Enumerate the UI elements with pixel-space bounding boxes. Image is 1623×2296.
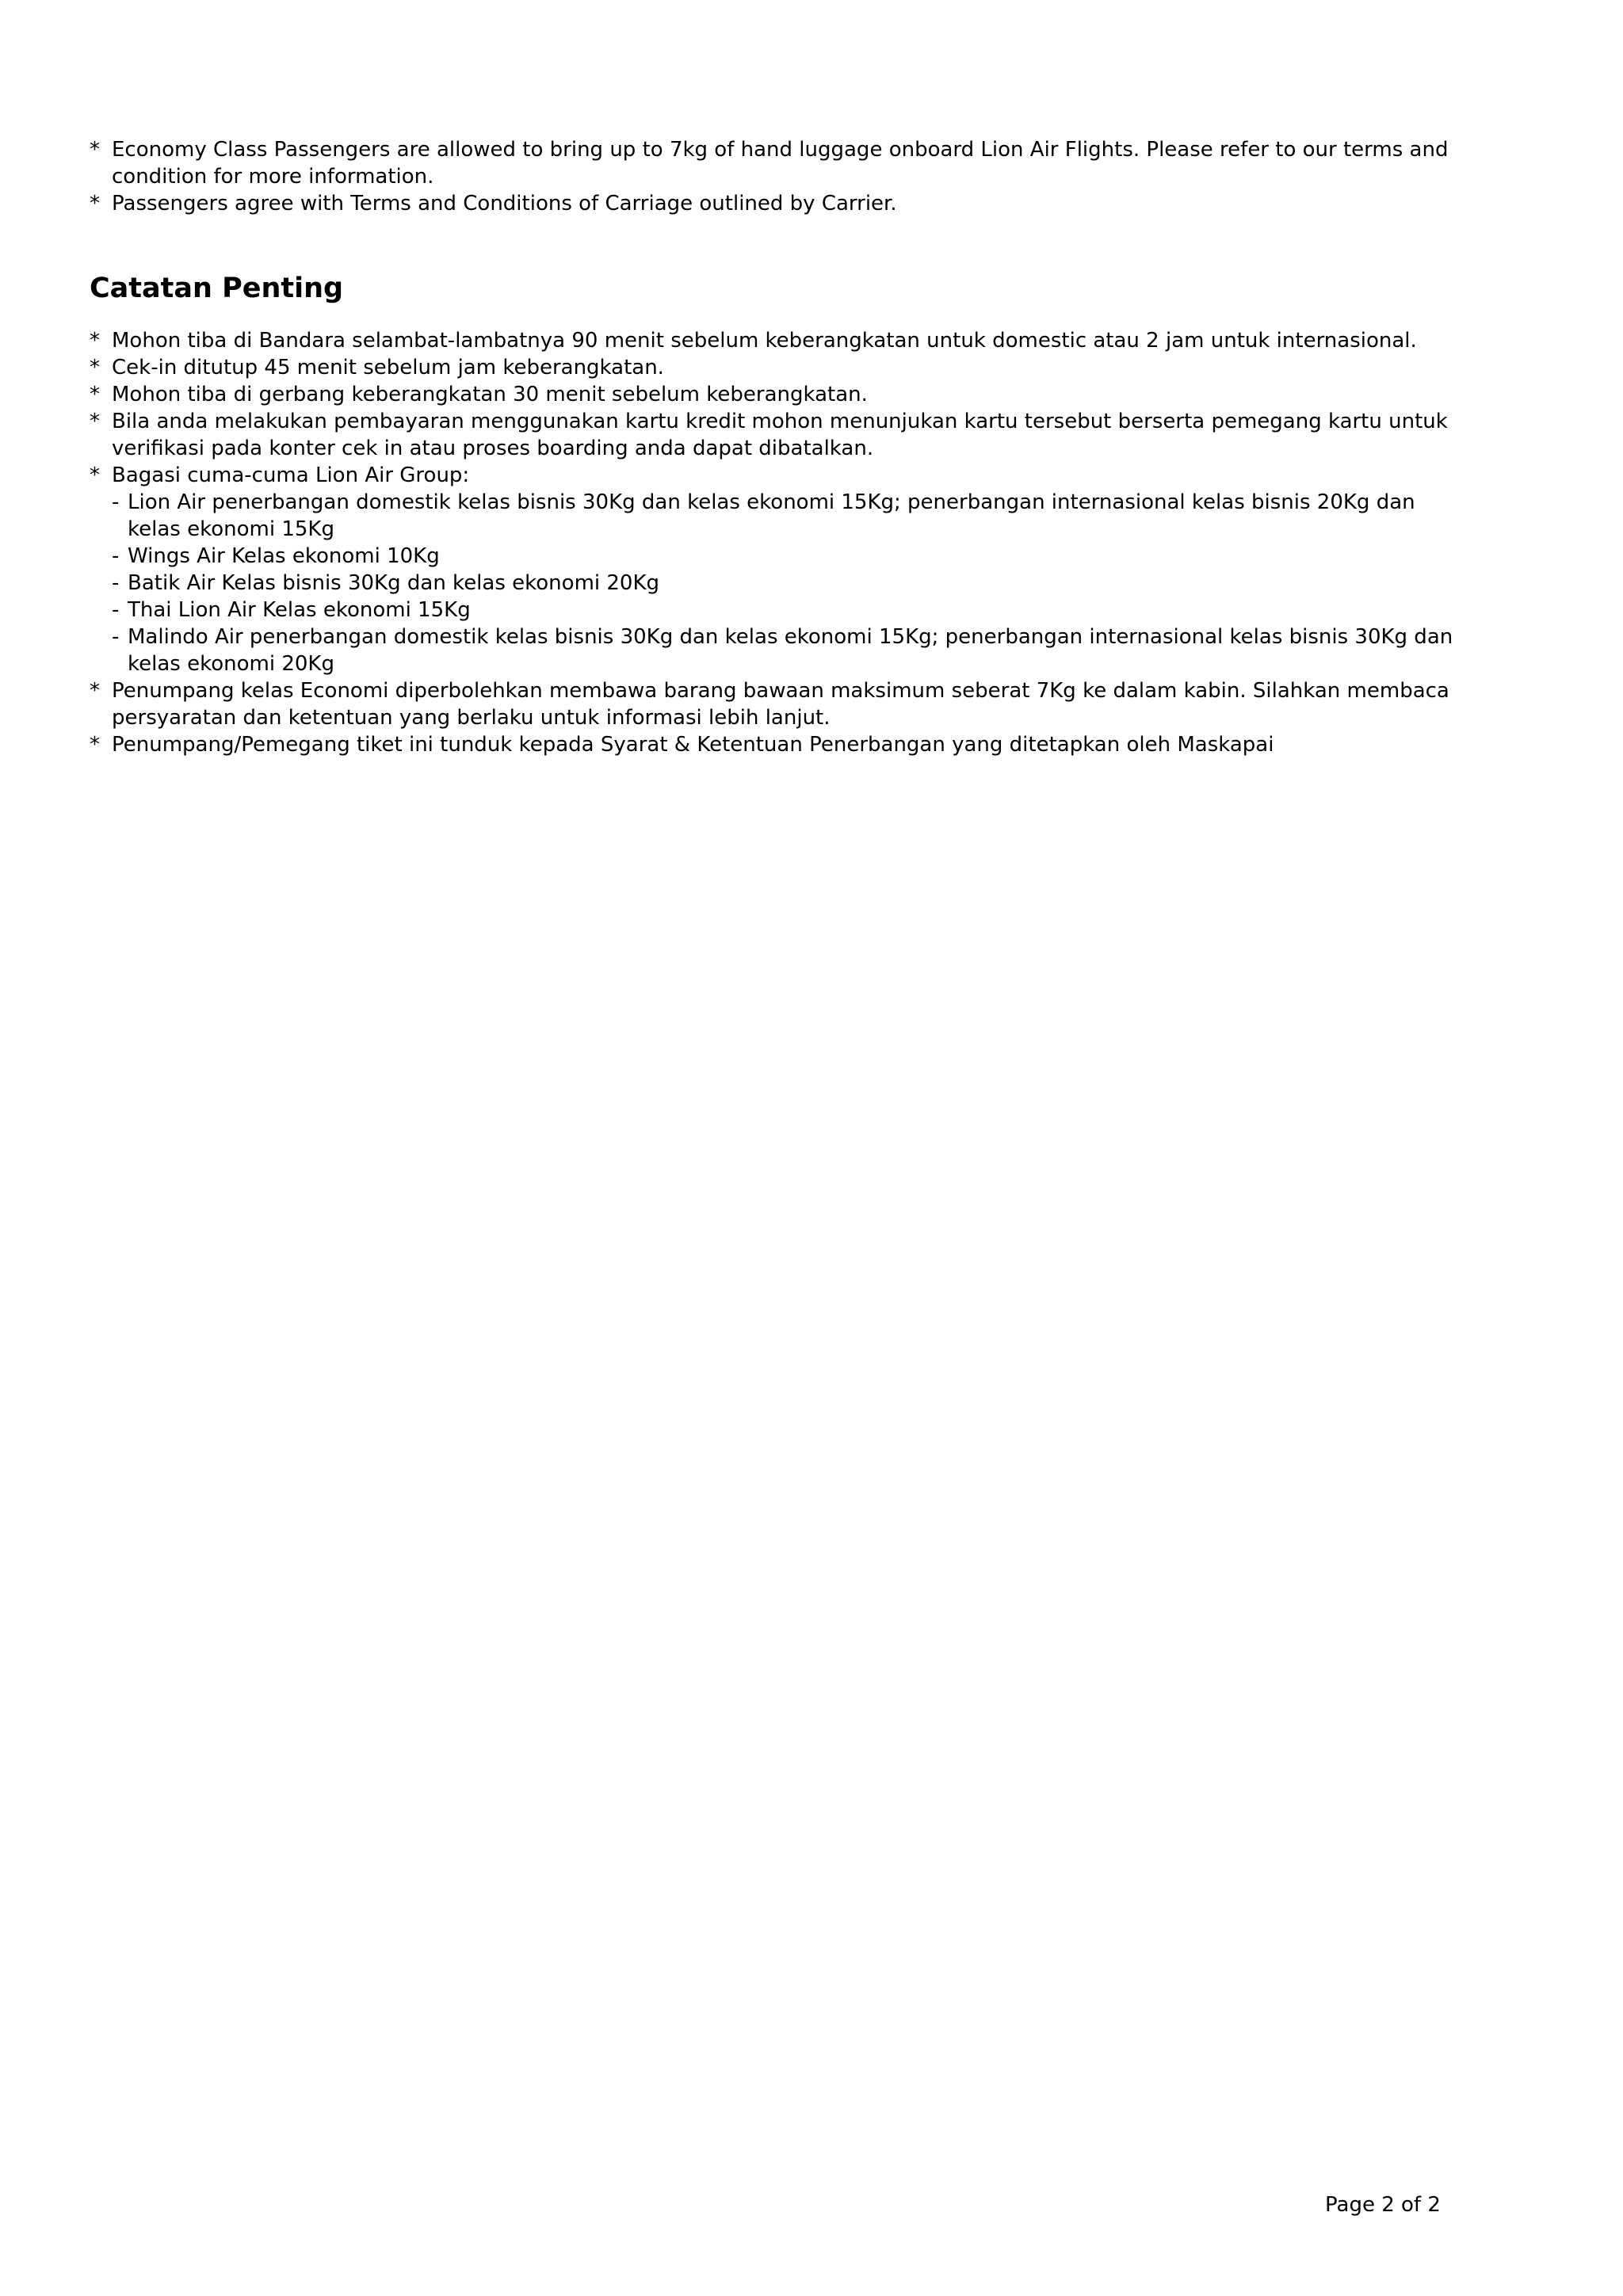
bullet-marker: * (90, 679, 100, 703)
top-notes (90, 136, 1564, 217)
baggage-item (90, 543, 1564, 570)
note-line-continued (90, 163, 1564, 190)
baggage-text: Malindo Air penerbangan domestik kelas bisnis 30Kg dan kelas ekonomi 15Kg; penerbangan internasional kelas bisnis 30Kg dan (128, 625, 1453, 649)
dash-marker: - (112, 598, 120, 622)
section-title: Catatan Penting (90, 273, 344, 304)
note-text: Mohon tiba di gerbang keberangkatan 30 menit sebelum keberangkatan. (112, 383, 868, 406)
note-line (90, 677, 1564, 704)
baggage-text-continued: kelas ekonomi 20Kg (128, 652, 334, 676)
dash-marker: - (112, 571, 120, 595)
note-line (90, 381, 1564, 408)
note-text: Economy Class Passengers are allowed to bring up to 7kg of hand luggage onboard Lion Air Flights. Please refer to our terms and (112, 138, 1449, 162)
note-line-continued (90, 704, 1564, 731)
baggage-text-continued: kelas ekonomi 15Kg (128, 517, 334, 541)
bullet-marker: * (90, 192, 100, 215)
important-notes (90, 327, 1564, 758)
baggage-item (90, 597, 1564, 624)
bullet-marker: * (90, 383, 100, 406)
note-text: Bila anda melakukan pembayaran menggunakan kartu kredit mohon menunjukan kartu tersebut berserta pemegang kartu untuk (112, 410, 1448, 433)
note-text: Penumpang/Pemegang tiket ini tunduk kepada Syarat & Ketentuan Penerbangan yang ditetapkan oleh Maskapai (112, 733, 1274, 757)
bullet-marker: * (90, 410, 100, 433)
note-text-continued: persyaratan dan ketentuan yang berlaku untuk informasi lebih lanjut. (112, 706, 831, 730)
baggage-text: Batik Air Kelas bisnis 30Kg dan kelas ekonomi 20Kg (128, 571, 660, 595)
note-line-continued (90, 435, 1564, 462)
note-line (90, 462, 1564, 489)
bullet-marker: * (90, 138, 100, 162)
note-text: Cek-in ditutup 45 menit sebelum jam keberangkatan. (112, 356, 664, 379)
note-text: Passengers agree with Terms and Conditions of Carriage outlined by Carrier. (112, 192, 897, 215)
dash-marker: - (112, 625, 120, 649)
note-line (90, 136, 1564, 163)
baggage-text: Lion Air penerbangan domestik kelas bisnis 30Kg dan kelas ekonomi 15Kg; penerbangan internasional kelas bisnis 20Kg dan (128, 490, 1415, 514)
note-text: Mohon tiba di Bandara selambat-lambatnya 90 menit sebelum keberangkatan untuk domestic atau 2 jam untuk internasional. (112, 329, 1417, 353)
note-text-continued: condition for more information. (112, 165, 434, 189)
baggage-item-continued (90, 650, 1564, 677)
bullet-marker: * (90, 356, 100, 379)
baggage-item (90, 624, 1564, 650)
note-text: Penumpang kelas Economi diperbolehkan membawa barang bawaan maksimum seberat 7Kg ke dalam kabin. Silahkan membaca (112, 679, 1449, 703)
page-number: Page 2 of 2 (1325, 2193, 1441, 2217)
note-line (90, 354, 1564, 381)
note-line (90, 731, 1564, 758)
note-text: Bagasi cuma-cuma Lion Air Group: (112, 463, 470, 487)
baggage-item (90, 570, 1564, 597)
bullet-marker: * (90, 733, 100, 757)
note-line (90, 327, 1564, 354)
dash-marker: - (112, 544, 120, 568)
bullet-marker: * (90, 329, 100, 353)
note-line (90, 408, 1564, 435)
note-line (90, 190, 1564, 217)
baggage-text: Wings Air Kelas ekonomi 10Kg (128, 544, 440, 568)
note-text-continued: verifikasi pada konter cek in atau proses boarding anda dapat dibatalkan. (112, 437, 874, 460)
bullet-marker: * (90, 463, 100, 487)
baggage-item-continued (90, 516, 1564, 543)
baggage-item (90, 489, 1564, 516)
baggage-text: Thai Lion Air Kelas ekonomi 15Kg (128, 598, 471, 622)
dash-marker: - (112, 490, 120, 514)
